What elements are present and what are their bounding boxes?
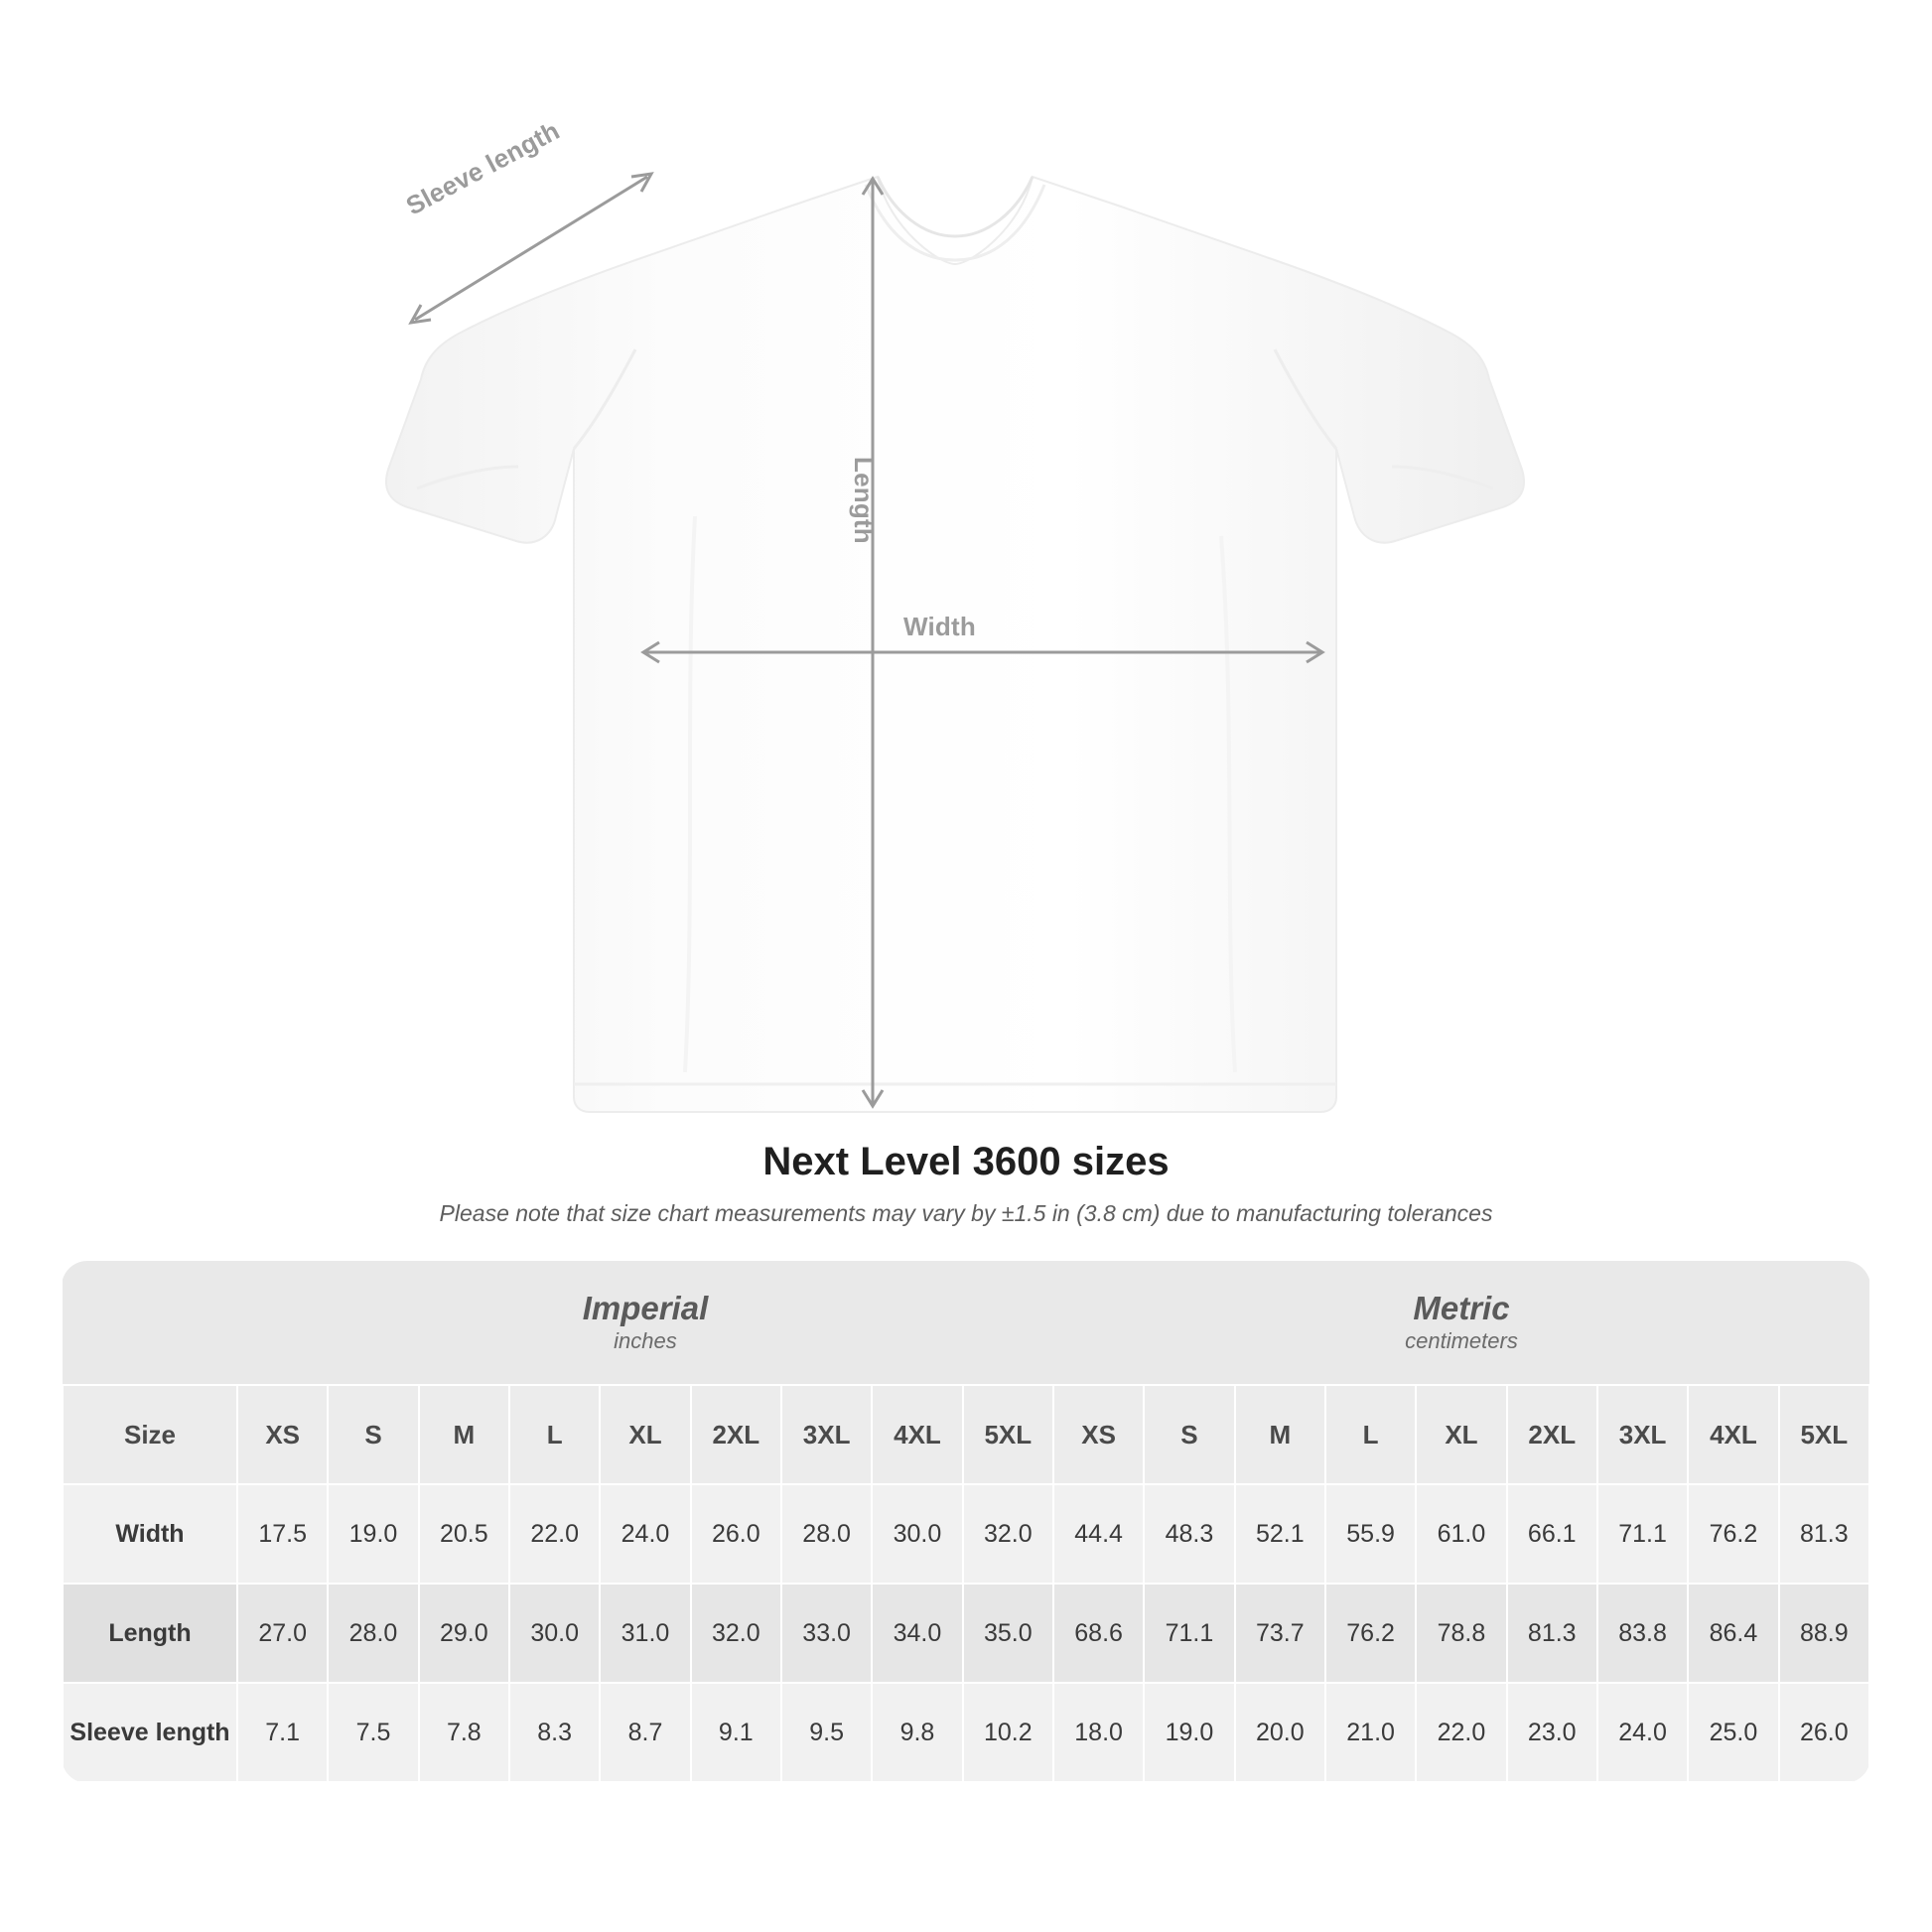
cell-sleeve-metric-5xl: 26.0 xyxy=(1779,1683,1869,1782)
cell-width-imperial-xs: 17.5 xyxy=(237,1484,328,1584)
cell-width-imperial-4xl: 30.0 xyxy=(872,1484,962,1584)
cell-width-imperial-xl: 24.0 xyxy=(600,1484,690,1584)
row-label-length: Length xyxy=(63,1584,237,1683)
cell-width-metric-4xl: 76.2 xyxy=(1688,1484,1778,1584)
cell-length-imperial-3xl: 33.0 xyxy=(781,1584,872,1683)
size-header-imperial-5xl: 5XL xyxy=(963,1385,1053,1484)
cell-width-metric-xs: 44.4 xyxy=(1053,1484,1144,1584)
cell-width-metric-l: 55.9 xyxy=(1325,1484,1416,1584)
cell-sleeve-metric-4xl: 25.0 xyxy=(1688,1683,1778,1782)
cell-sleeve-imperial-4xl: 9.8 xyxy=(872,1683,962,1782)
cell-length-metric-l: 76.2 xyxy=(1325,1584,1416,1683)
cell-width-imperial-m: 20.5 xyxy=(419,1484,509,1584)
cell-length-metric-4xl: 86.4 xyxy=(1688,1584,1778,1683)
table-row xyxy=(63,1584,1869,1683)
metric-label: Metric xyxy=(1413,1289,1510,1326)
cell-sleeve-metric-xs: 18.0 xyxy=(1053,1683,1144,1782)
cell-sleeve-imperial-5xl: 10.2 xyxy=(963,1683,1053,1782)
tolerance-note: Please note that size chart measurements may vary by ±1.5 in (3.8 cm) due to manufacturing tolerances xyxy=(439,1200,1493,1226)
length-dimension-label: Length xyxy=(849,457,879,544)
cell-length-imperial-xl: 31.0 xyxy=(600,1584,690,1683)
cell-width-metric-xl: 61.0 xyxy=(1416,1484,1506,1584)
cell-sleeve-imperial-3xl: 9.5 xyxy=(781,1683,872,1782)
cell-sleeve-imperial-l: 8.3 xyxy=(509,1683,600,1782)
width-dimension-label: Width xyxy=(903,612,976,641)
cell-sleeve-metric-l: 21.0 xyxy=(1325,1683,1416,1782)
cell-length-metric-xl: 78.8 xyxy=(1416,1584,1506,1683)
cell-length-imperial-2xl: 32.0 xyxy=(691,1584,781,1683)
cell-width-metric-s: 48.3 xyxy=(1144,1484,1234,1584)
cell-length-metric-m: 73.7 xyxy=(1235,1584,1325,1683)
cell-length-metric-3xl: 83.8 xyxy=(1597,1584,1688,1683)
page-title: Next Level 3600 sizes xyxy=(762,1140,1170,1183)
cell-width-imperial-2xl: 26.0 xyxy=(691,1484,781,1584)
cell-sleeve-metric-3xl: 24.0 xyxy=(1597,1683,1688,1782)
table-row xyxy=(63,1484,1869,1584)
unit-system-row xyxy=(63,1261,1869,1385)
cell-sleeve-metric-2xl: 23.0 xyxy=(1507,1683,1597,1782)
row-label-width: Width xyxy=(63,1484,237,1584)
cell-length-metric-s: 71.1 xyxy=(1144,1584,1234,1683)
size-header-imperial-m: M xyxy=(419,1385,509,1484)
cell-width-imperial-s: 19.0 xyxy=(328,1484,418,1584)
size-header-imperial-2xl: 2XL xyxy=(691,1385,781,1484)
cell-width-imperial-5xl: 32.0 xyxy=(963,1484,1053,1584)
size-header-row xyxy=(63,1385,1869,1484)
size-header-imperial-xs: XS xyxy=(237,1385,328,1484)
size-header-metric-2xl: 2XL xyxy=(1507,1385,1597,1484)
size-header-metric-3xl: 3XL xyxy=(1597,1385,1688,1484)
size-header-imperial-l: L xyxy=(509,1385,600,1484)
imperial-unit: inches xyxy=(614,1327,677,1353)
table-row xyxy=(63,1683,1869,1782)
cell-sleeve-imperial-xs: 7.1 xyxy=(237,1683,328,1782)
cell-length-metric-5xl: 88.9 xyxy=(1779,1584,1869,1683)
unit-system-metric xyxy=(1053,1261,1869,1385)
size-header-metric-xl: XL xyxy=(1416,1385,1506,1484)
cell-sleeve-metric-m: 20.0 xyxy=(1235,1683,1325,1782)
cell-length-imperial-5xl: 35.0 xyxy=(963,1584,1053,1683)
size-header-metric-l: L xyxy=(1325,1385,1416,1484)
cell-length-metric-2xl: 81.3 xyxy=(1507,1584,1597,1683)
size-header-metric-4xl: 4XL xyxy=(1688,1385,1778,1484)
cell-length-metric-xs: 68.6 xyxy=(1053,1584,1144,1683)
cell-width-metric-3xl: 71.1 xyxy=(1597,1484,1688,1584)
cell-length-imperial-xs: 27.0 xyxy=(237,1584,328,1683)
size-header-label: Size xyxy=(63,1385,237,1484)
cell-width-metric-2xl: 66.1 xyxy=(1507,1484,1597,1584)
size-header-metric-m: M xyxy=(1235,1385,1325,1484)
cell-sleeve-metric-s: 19.0 xyxy=(1144,1683,1234,1782)
unit-system-spacer xyxy=(63,1261,237,1385)
cell-width-imperial-l: 22.0 xyxy=(509,1484,600,1584)
cell-length-imperial-4xl: 34.0 xyxy=(872,1584,962,1683)
size-header-imperial-s: S xyxy=(328,1385,418,1484)
cell-sleeve-imperial-m: 7.8 xyxy=(419,1683,509,1782)
size-header-metric-5xl: 5XL xyxy=(1779,1385,1869,1484)
cell-width-metric-m: 52.1 xyxy=(1235,1484,1325,1584)
size-header-imperial-4xl: 4XL xyxy=(872,1385,962,1484)
cell-width-metric-5xl: 81.3 xyxy=(1779,1484,1869,1584)
cell-length-imperial-m: 29.0 xyxy=(419,1584,509,1683)
title-block xyxy=(0,1140,1932,1227)
cell-sleeve-imperial-2xl: 9.1 xyxy=(691,1683,781,1782)
size-header-metric-s: S xyxy=(1144,1385,1234,1484)
cell-sleeve-metric-xl: 22.0 xyxy=(1416,1683,1506,1782)
unit-system-imperial xyxy=(237,1261,1053,1385)
cell-length-imperial-s: 28.0 xyxy=(328,1584,418,1683)
row-label-sleeve-length: Sleeve length xyxy=(63,1683,237,1782)
size-header-imperial-xl: XL xyxy=(600,1385,690,1484)
size-chart-table xyxy=(62,1261,1870,1783)
metric-unit: centimeters xyxy=(1405,1327,1518,1353)
sleeve-length-dimension-label: Sleeve length xyxy=(401,115,565,221)
size-header-metric-xs: XS xyxy=(1053,1385,1144,1484)
cell-length-imperial-l: 30.0 xyxy=(509,1584,600,1683)
cell-sleeve-imperial-s: 7.5 xyxy=(328,1683,418,1782)
cell-sleeve-imperial-xl: 8.7 xyxy=(600,1683,690,1782)
imperial-label: Imperial xyxy=(582,1289,709,1326)
size-table-wrapper xyxy=(62,1261,1870,1783)
cell-width-imperial-3xl: 28.0 xyxy=(781,1484,872,1584)
size-header-imperial-3xl: 3XL xyxy=(781,1385,872,1484)
